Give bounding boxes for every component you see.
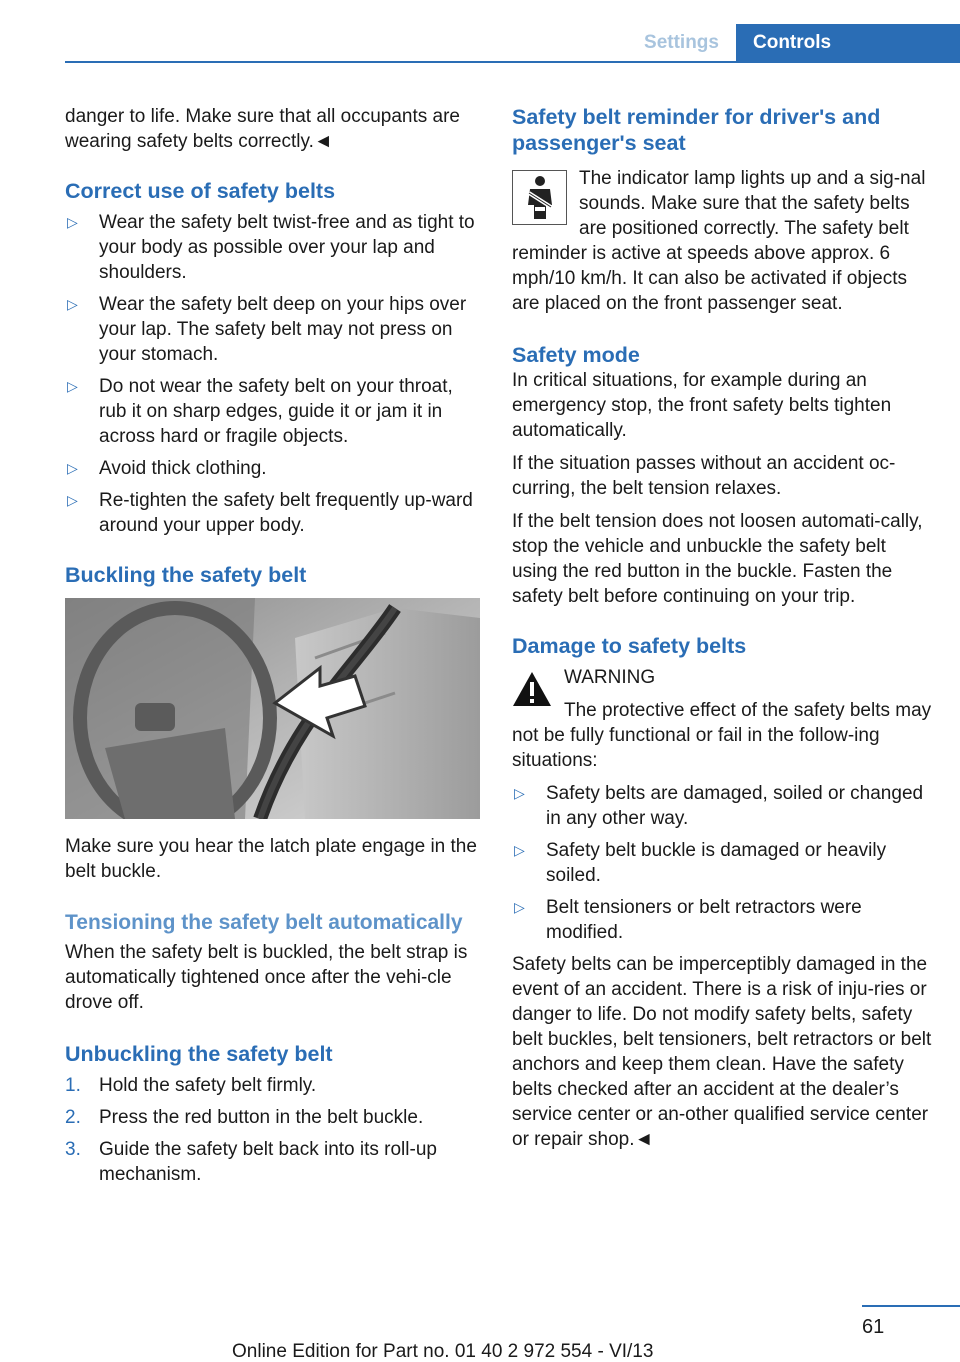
- heading-damage: Damage to safety belts: [512, 634, 747, 658]
- triangle-bullet-icon: ▷: [67, 460, 78, 476]
- triangle-bullet-icon: ▷: [514, 785, 525, 801]
- triangle-bullet-icon: ▷: [67, 378, 78, 394]
- list-item: ▷ Belt tensioners or belt retractors were modified.: [514, 897, 862, 943]
- buckling-caption: Make sure you hear the latch plate engage in the belt buckle.: [65, 836, 477, 882]
- right-column: [512, 104, 932, 1160]
- warning-label: WARNING: [564, 667, 656, 688]
- list-item: ▷ Wear the safety belt deep on your hips over your lap. The safety belt may not press on your stomach.: [67, 294, 467, 365]
- correct-use-list: [65, 210, 480, 538]
- page-number: 61: [862, 1316, 885, 1338]
- warning-triangle-icon: [512, 671, 552, 707]
- reminder-text: The indicator lamp lights up and a sig-nal sounds. Make sure that the safety belts are positioned correctly. The safety belt reminder is active at speeds above approx. 6 mph/10 km/h. It can also be activated if objects are placed on the front passenger seat.: [512, 168, 926, 314]
- triangle-bullet-icon: ▷: [67, 492, 78, 508]
- list-item: ▷ Re-tighten the safety belt frequently up-ward around your upper body.: [67, 490, 473, 536]
- list-item: 2. Press the red button in the belt buckle.: [65, 1107, 424, 1128]
- list-item: ▷ Wear the safety belt twist-free and as tight to your body as possible over your lap and shoulders.: [67, 212, 475, 283]
- heading-unbuckling: Unbuckling the safety belt: [65, 1042, 333, 1066]
- left-column: [65, 104, 480, 1194]
- list-item: 3. Guide the safety belt back into its roll-up mechanism.: [65, 1139, 437, 1185]
- footer-edition: Online Edition for Part no. 01 40 2 972 554 - VI/13: [232, 1341, 654, 1362]
- tab-controls[interactable]: Controls: [736, 24, 960, 62]
- unbuckling-steps: [65, 1073, 480, 1187]
- damage-list: [512, 781, 932, 945]
- safety-mode-paragraph: If the situation passes without an accident oc-curring, the belt tension relaxes.: [512, 453, 896, 499]
- list-item: 1. Hold the safety belt firmly.: [65, 1075, 317, 1096]
- safety-mode-paragraph: In critical situations, for example during an emergency stop, the front safety belts tighten automatically.: [512, 370, 892, 441]
- list-item: ▷ Avoid thick clothing.: [67, 458, 267, 479]
- intro-text: danger to life. Make sure that all occupants are wearing safety belts correctly.◄: [65, 106, 461, 152]
- tab-settings[interactable]: Settings: [644, 32, 719, 53]
- triangle-bullet-icon: ▷: [67, 214, 78, 230]
- list-item: ▷ Do not wear the safety belt on your throat, rub it on sharp edges, guide it or jam it in across hard or fragile objects.: [67, 376, 453, 447]
- tensioning-text: When the safety belt is buckled, the belt strap is automatically tightened once after the vehi-cle drove off.: [65, 942, 468, 1013]
- damage-closing-text: Safety belts can be imperceptibly damaged in the event of an accident. There is a risk of inju-ries or danger to life. Do not modify safety belts, safety belt buckles, belt tensioners, belt retractors or belt anchors and keep them clean. Have the safety belts checked after an accident at the dealer’s service center or an-other qualified service center or repair shop.◄: [512, 954, 932, 1150]
- heading-reminder: Safety belt reminder for driver's and passenger's seat: [512, 105, 881, 155]
- heading-tensioning: Tensioning the safety belt automatically: [65, 911, 463, 934]
- triangle-bullet-icon: ▷: [514, 899, 525, 915]
- header-rule: [65, 61, 960, 63]
- heading-safety-mode: Safety mode: [512, 343, 640, 367]
- footer-rule: [862, 1305, 960, 1307]
- heading-buckling: Buckling the safety belt: [65, 563, 307, 587]
- seatbelt-reminder-icon: [512, 170, 567, 225]
- warning-text: The protective effect of the safety belts may not be fully functional or fail in the follow-ing situations:: [512, 700, 932, 771]
- triangle-bullet-icon: ▷: [67, 296, 78, 312]
- buckling-photo: [65, 598, 480, 819]
- safety-mode-paragraph: If the belt tension does not loosen automati-cally, stop the vehicle and unbuckle the safety belt using the red button in the buckle. Fasten the safety belt before continuing on your trip.: [512, 511, 923, 607]
- list-item: ▷ Safety belts are damaged, soiled or changed in any other way.: [514, 783, 924, 829]
- list-item: ▷ Safety belt buckle is damaged or heavily soiled.: [514, 840, 887, 886]
- heading-correct-use: Correct use of safety belts: [65, 179, 336, 203]
- triangle-bullet-icon: ▷: [514, 842, 525, 858]
